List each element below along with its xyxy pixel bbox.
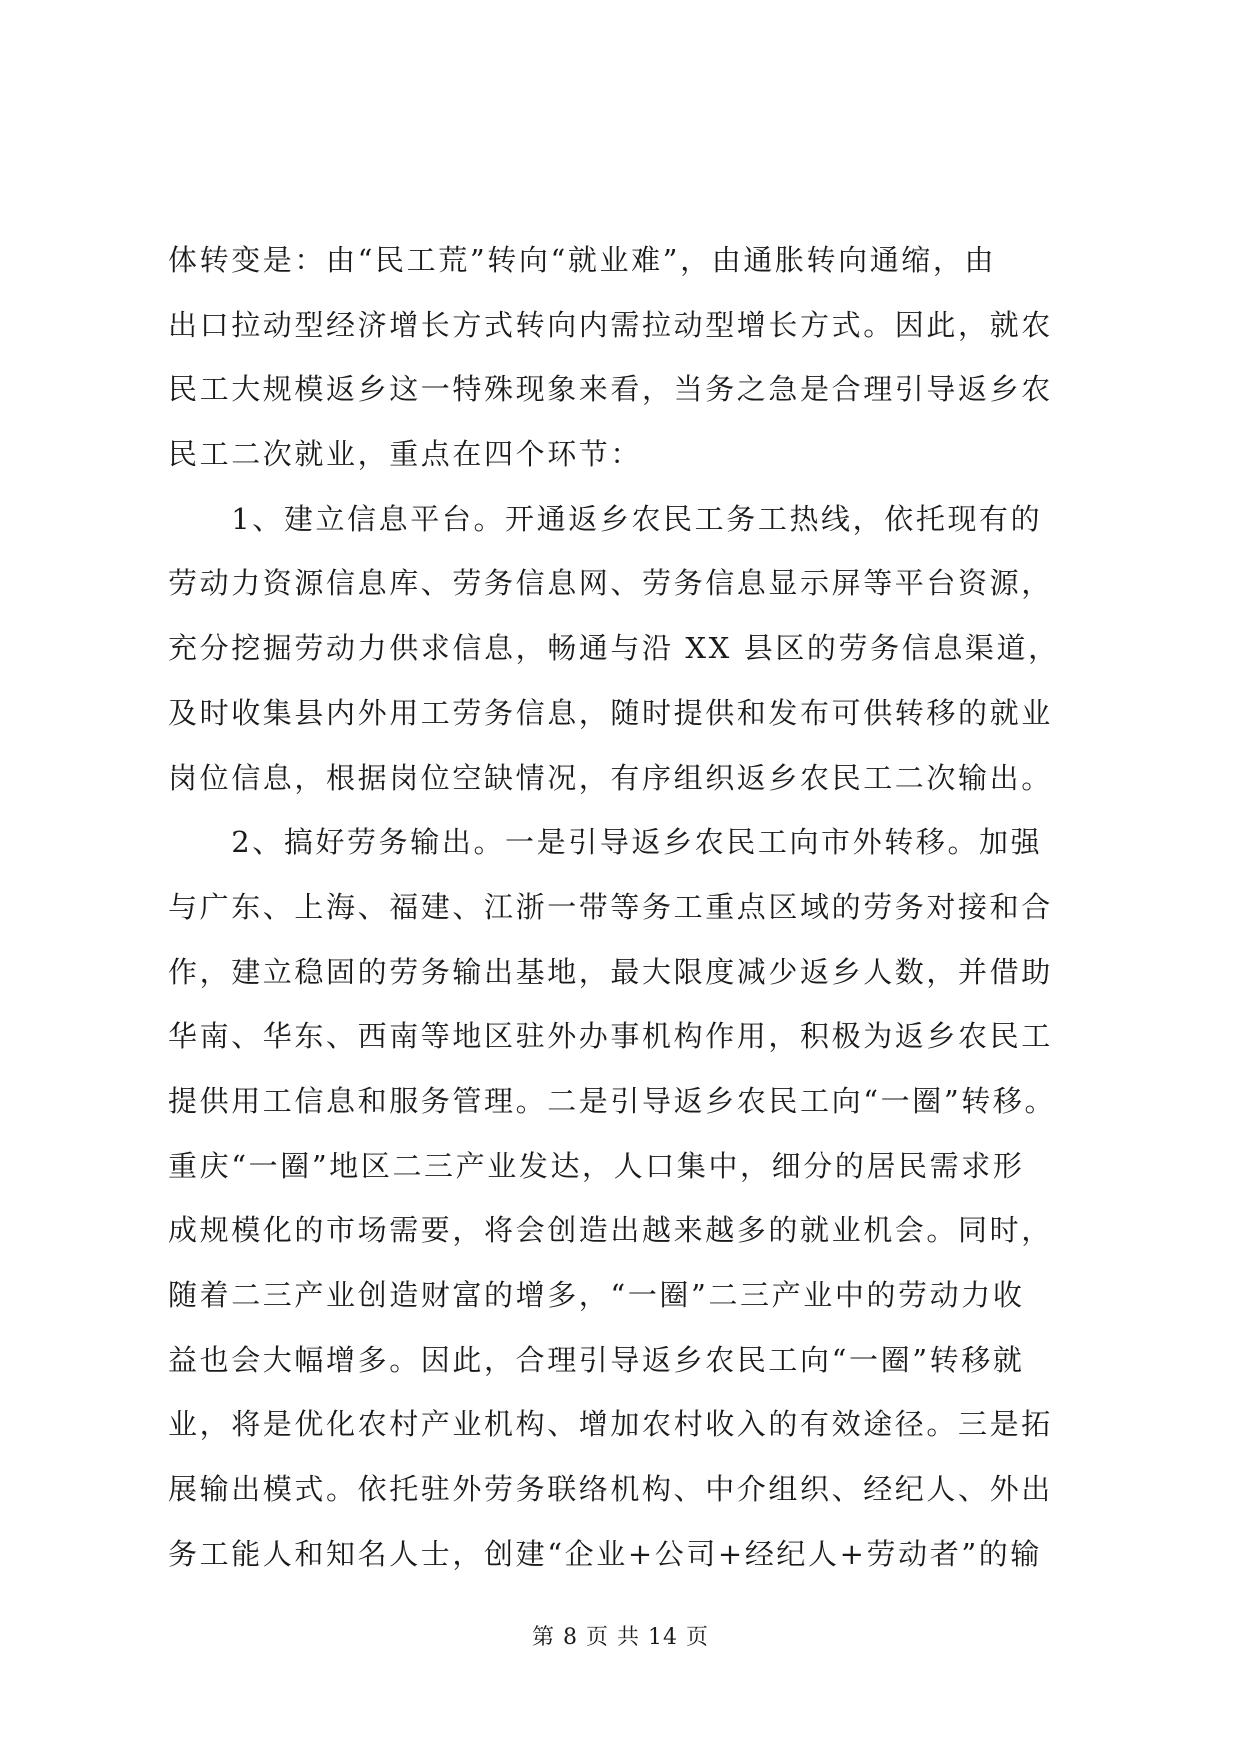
text-line: 出口拉动型经济增长方式转向内需拉动型增长方式。因此，就农: [168, 307, 1053, 342]
text-line: 民工大规模返乡这一特殊现象来看，当务之急是合理引导返乡农: [168, 372, 1053, 407]
text-line: 1、建立信息平台。开通返乡农民工务工热线，依托现有的: [168, 501, 1043, 536]
body-text: [168, 228, 1073, 1586]
text-line: 展输出模式。依托驻外劳务联络机构、中介组织、经纪人、外出: [168, 1472, 1053, 1507]
text-line: 华南、华东、西南等地区驻外办事机构作用，积极为返乡农民工: [168, 1019, 1053, 1054]
text-line: 劳动力资源信息库、劳务信息网、劳务信息显示屏等平台资源，: [168, 566, 1053, 601]
text-line: 体转变是：由“民工荒”转向“就业难”，由通胀转向通缩，由: [168, 243, 997, 277]
text-line: 及时收集县内外用工劳务信息，随时提供和发布可供转移的就业: [168, 695, 1053, 730]
text-line: 务工能人和知名人士，创建“企业+公司+经纪人+劳动者”的输: [168, 1536, 1042, 1571]
page-footer: 第 8 页 共 14 页: [532, 1625, 709, 1650]
text-line: 随着二三产业创造财富的增多，“一圈”二三产业中的劳动力收: [168, 1278, 1025, 1312]
text-line: 益也会大幅增多。因此，合理引导返乡农民工向“一圈”转移就: [168, 1342, 1025, 1377]
text-line: 民工二次就业，重点在四个环节：: [168, 437, 643, 472]
text-line: 成规模化的市场需要，将会创造出越来越多的就业机会。同时，: [168, 1213, 1053, 1248]
text-line: 充分挖掘劳动力供求信息，畅通与沿 XX 县区的劳务信息渠道，: [168, 631, 1060, 666]
text-line: 提供用工信息和服务管理。二是引导返乡农民工向“一圈”转移。: [168, 1083, 1057, 1118]
text-line: 与广东、上海、福建、江浙一带等务工重点区域的劳务对接和合: [168, 889, 1053, 924]
text-line: 岗位信息，根据岗位空缺情况，有序组织返乡农民工二次输出。: [168, 760, 1053, 795]
text-line: 作，建立稳固的劳务输出基地，最大限度减少返乡人数，并借助: [168, 954, 1053, 989]
text-line: 业，将是优化农村产业机构、增加农村收入的有效途径。三是拓: [168, 1407, 1053, 1442]
text-line: 2、搞好劳务输出。一是引导返乡农民工向市外转移。加强: [168, 825, 1043, 860]
text-line: 重庆“一圈”地区二三产业发达，人口集中，细分的居民需求形: [168, 1148, 1025, 1183]
